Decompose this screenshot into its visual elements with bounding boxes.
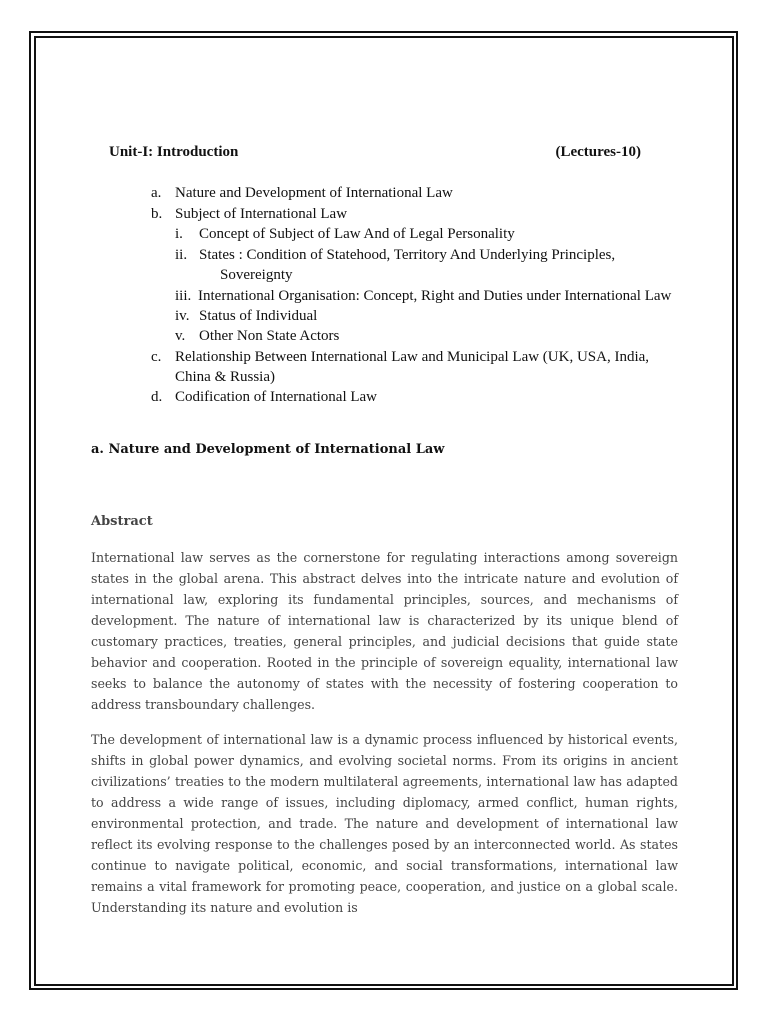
toc-marker: i. bbox=[175, 226, 183, 242]
toc-marker: iv. bbox=[175, 308, 190, 324]
toc-text: Other Non State Actors bbox=[199, 328, 340, 344]
toc-marker: a. bbox=[151, 185, 162, 201]
toc-subitem bbox=[175, 225, 515, 243]
toc-item bbox=[151, 348, 649, 366]
toc-text: Concept of Subject of Law And of Legal Personality bbox=[199, 226, 515, 242]
unit-title: Unit-I: Introduction bbox=[109, 144, 239, 160]
toc-marker: b. bbox=[151, 206, 163, 222]
toc-subitem bbox=[175, 287, 671, 305]
unit-lectures: (Lectures-10) bbox=[555, 144, 641, 160]
toc-text: China & Russia) bbox=[175, 369, 275, 385]
toc-subitem bbox=[175, 327, 339, 345]
abstract-paragraph: The development of international law is a dynamic process influenced by historical events, shifts in global power dynamics, and evolving societal norms. From its origins in ancient civilizations’ treaties to the modern multilateral agreements, international law has adapted to address a wide range of issues, including diplomacy, armed conflict, human rights, environmental protection, and trade. The nature and development of international law reflect its evolving response to the challenges posed by an interconnected world. As states continue to navigate political, economic, and social transformations, international law remains a vital framework for promoting peace, cooperation, and justice on a global scale. Understanding its nature and evolution is bbox=[91, 732, 678, 915]
toc-text: International Organisation: Concept, Right and Duties under International Law bbox=[198, 288, 672, 304]
toc-text: Codification of International Law bbox=[175, 389, 378, 405]
toc-marker: d. bbox=[151, 389, 163, 405]
toc-marker: iii. bbox=[175, 288, 192, 304]
toc-text: States : Condition of Statehood, Territory And Underlying Principles, bbox=[199, 247, 616, 263]
abstract-heading: Abstract bbox=[91, 514, 153, 529]
toc-text: Sovereignty bbox=[220, 267, 293, 283]
toc-text: Status of Individual bbox=[199, 308, 318, 324]
toc-continuation bbox=[175, 368, 275, 386]
toc-text: Nature and Development of International Law bbox=[175, 185, 453, 201]
toc-subitem bbox=[175, 246, 615, 264]
toc-subitem bbox=[175, 307, 317, 325]
toc-text: Relationship Between International Law and Municipal Law (UK, USA, India, bbox=[175, 349, 650, 365]
toc-item bbox=[151, 388, 377, 406]
toc-marker: c. bbox=[151, 349, 162, 365]
toc-item bbox=[151, 205, 347, 223]
toc-text: Subject of International Law bbox=[175, 206, 348, 222]
abstract-paragraph: International law serves as the cornerstone for regulating interactions among sovereign states in the global arena. This abstract delves into the intricate nature and evolution of international law, exploring its fundamental principles, sources, and mechanisms of development. The nature of international law is characterized by its unique blend of customary practices, treaties, general principles, and judicial decisions that guide state behavior and cooperation. Rooted in the principle of sovereign equality, international law seeks to balance the autonomy of states with the necessity of fostering cooperation to address transboundary challenges. bbox=[91, 550, 678, 712]
toc-item bbox=[151, 184, 453, 202]
toc-marker: ii. bbox=[175, 247, 188, 263]
unit-heading bbox=[109, 144, 641, 161]
toc-marker: v. bbox=[175, 328, 186, 344]
section-heading: a. Nature and Development of International Law bbox=[91, 442, 445, 457]
toc-continuation bbox=[220, 266, 293, 284]
